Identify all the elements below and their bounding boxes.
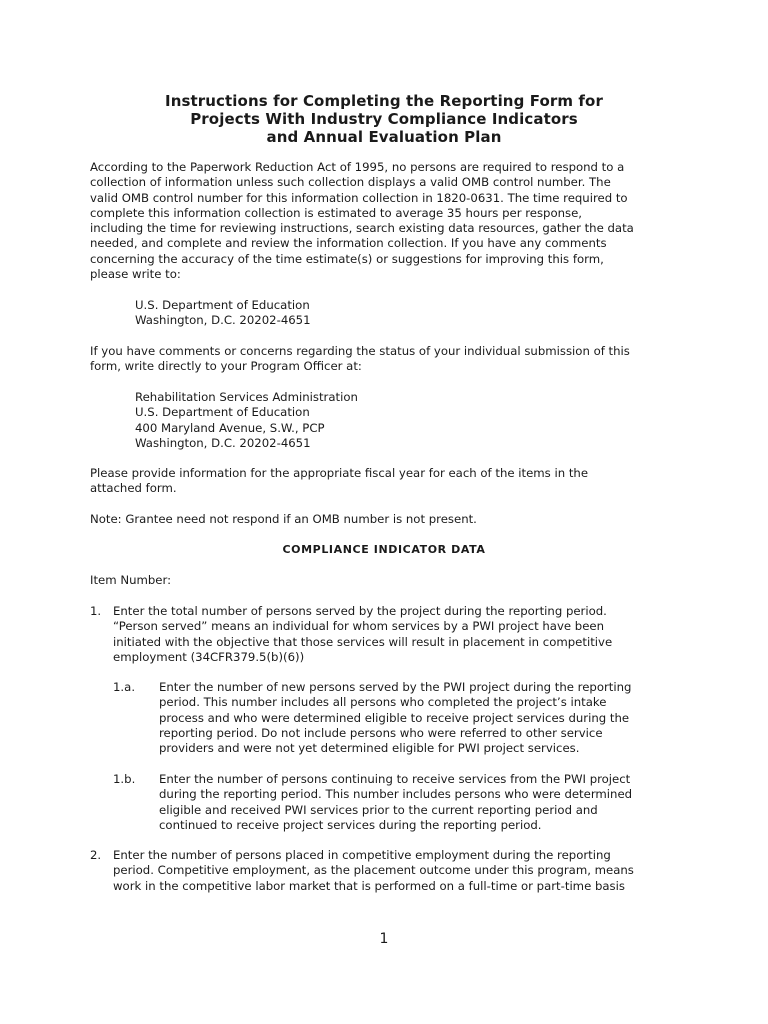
item-line: eligible and received PWI services prior to the current reporting period and (159, 802, 598, 817)
document-title (0, 92, 768, 146)
paragraph-line: valid OMB control number for this information collection in 1820-0631. The time required to (90, 190, 628, 205)
item-line: employment (34CFR379.5(b)(6)) (113, 649, 305, 664)
education-department-address (135, 298, 311, 329)
item-line: Enter the number of persons placed in competitive employment during the reporting (113, 848, 611, 862)
item-line: providers and were not yet determined eligible for PWI project services. (159, 741, 580, 756)
item-number: 1.a. (113, 680, 136, 694)
address-line: Washington, D.C. 20202-4651 (135, 313, 311, 328)
page-number: 1 (379, 931, 389, 947)
item-line: initiated with the objective that those services will result in placement in competitive (113, 634, 613, 649)
item-number: 1. (90, 604, 102, 618)
item-line: during the reporting period. This number includes persons who were determined (159, 787, 633, 802)
item-text (113, 848, 634, 894)
item-line: Enter the total number of persons served by the project during the reporting period. (113, 604, 607, 618)
paragraph-line: collection of information unless such collection displays a valid OMB control number. The (90, 175, 611, 190)
fiscal-year-paragraph (90, 466, 588, 497)
paperwork-notice-paragraph (90, 160, 634, 282)
paragraph-line: According to the Paperwork Reduction Act of 1995, no persons are required to respond to a (90, 160, 625, 174)
address-line: Washington, D.C. 20202-4651 (135, 435, 311, 450)
paragraph-line: Please provide information for the appropriate fiscal year for each of the items in the (90, 466, 589, 480)
title-line: Instructions for Completing the Reporting Form for (165, 92, 603, 110)
item-line: “Person served” means an individual for whom services by a PWI project have been (113, 619, 604, 634)
program-officer-address (135, 390, 358, 451)
paragraph-line: concerning the accuracy of the time estimate(s) or suggestions for improving this form, (90, 251, 604, 266)
paragraph-line: please write to: (90, 267, 181, 282)
address-line: U.S. Department of Education (135, 298, 310, 312)
item-number-label: Item Number: (90, 573, 172, 587)
item-line: Enter the number of new persons served by the PWI project during the reporting (159, 680, 632, 694)
item-text (159, 772, 632, 833)
paragraph-line: attached form. (90, 481, 177, 496)
item-line: Enter the number of persons continuing to receive services from the PWI project (159, 772, 631, 786)
address-line: 400 Maryland Avenue, S.W., PCP (135, 420, 325, 435)
address-line: U.S. Department of Education (135, 405, 310, 420)
item-text (113, 604, 612, 665)
item-line: reporting period. Do not include persons who were referred to other service (159, 725, 603, 740)
section-heading: COMPLIANCE INDICATOR DATA (282, 543, 486, 556)
comments-paragraph (90, 344, 630, 375)
paragraph-line: If you have comments or concerns regarding the status of your individual submission of this (90, 344, 630, 358)
title-line: and Annual Evaluation Plan (266, 128, 502, 146)
paragraph-line: form, write directly to your Program Officer at: (90, 359, 362, 374)
paragraph-line: complete this information collection is estimated to average 35 hours per response, (90, 205, 583, 220)
item-line: period. Competitive employment, as the placement outcome under this program, means (113, 863, 634, 878)
address-line: Rehabilitation Services Administration (135, 390, 358, 404)
paragraph-line: needed, and complete and review the information collection. If you have any comments (90, 236, 607, 251)
item-line: period. This number includes all persons who completed the project’s intake (159, 695, 607, 710)
item-number: 1.b. (113, 772, 136, 786)
item-line: process and who were determined eligible to receive project services during the (159, 710, 630, 725)
paragraph-line: including the time for reviewing instructions, search existing data resources, gather the data (90, 221, 634, 236)
item-number: 2. (90, 848, 102, 862)
omb-note: Note: Grantee need not respond if an OMB number is not present. (90, 512, 477, 526)
item-line: continued to receive project services during the reporting period. (159, 817, 542, 832)
item-line: work in the competitive labor market that is performed on a full-time or part-time basis (113, 878, 625, 893)
item-text (159, 680, 631, 756)
title-line: Projects With Industry Compliance Indicators (190, 110, 578, 128)
